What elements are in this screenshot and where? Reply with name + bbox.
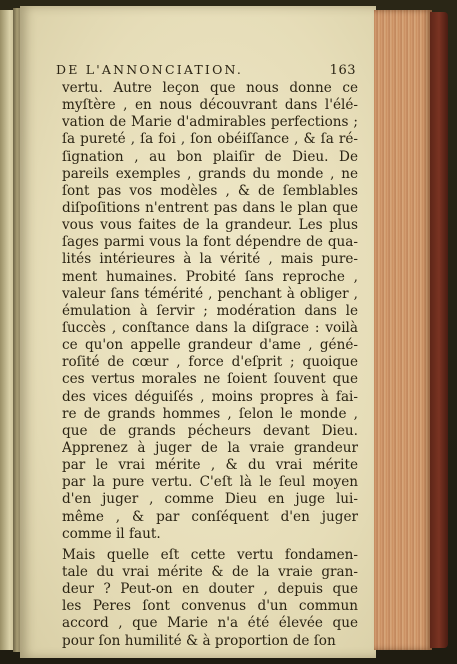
text-line: les Peres ſont convenus d'un commun xyxy=(62,598,358,615)
text-line: comme il faut. xyxy=(62,525,161,542)
text-line: roſité de cœur , force d'eſprit ; quoique xyxy=(62,354,358,371)
text-line: ſages parmi vous la font dépendre de qua- xyxy=(62,234,358,251)
text-line: Mais quelle eſt cette vertu fondamen- xyxy=(62,546,358,563)
running-head: DE L'ANNONCIATION. xyxy=(56,62,244,77)
text-line: ſuccès , conſtance dans la diſgrace : voilà xyxy=(62,319,358,336)
text-line: émulation à ſervir ; modération dans le xyxy=(62,302,358,319)
page-number: 163 xyxy=(329,63,356,78)
text-line: vertu. Autre leçon que nous donne ce xyxy=(62,80,358,96)
text-line: Apprenez à juger de la vraie grandeur xyxy=(62,439,358,456)
text-line: ce qu'on appelle grandeur d'ame , géné- xyxy=(62,337,358,354)
text-line: que de grands pécheurs devant Dieu. xyxy=(62,422,358,439)
text-line: ces vertus morales ne ſoient ſouvent que xyxy=(62,371,358,388)
text-line: deur ? Peut-on en douter , depuis que xyxy=(62,581,358,598)
page-header xyxy=(56,62,356,80)
text-line: re de grands hommes , ſelon le monde , xyxy=(62,405,358,422)
text-line: ſignation , au bon plaiſir de Dieu. De xyxy=(62,148,358,165)
text-line: ſa pureté , ſa foi , ſon obéiſſance , & ſa ré- xyxy=(62,131,358,148)
body-text xyxy=(62,80,358,650)
text-line: diſpoſitions n'entrent pas dans le plan que xyxy=(62,199,358,216)
text-line: valeur ſans témérité , penchant à obliger , xyxy=(62,285,358,302)
paragraph xyxy=(62,80,358,543)
text-line: tale du vrai mérite & de la vraie gran- xyxy=(62,563,358,580)
text-line: d'en juger , comme Dieu en juge lui- xyxy=(62,491,358,508)
text-line: ment humaines. Probité ſans reproche , xyxy=(62,268,358,285)
paragraph xyxy=(62,547,358,650)
page-block-edges xyxy=(374,10,432,650)
text-line: pareils exemples , grands du monde , ne xyxy=(62,165,358,182)
text-line: accord , que Marie n'a été élevée que xyxy=(62,615,358,632)
text-line: des vices déguiſés , moins propres à fai- xyxy=(62,388,358,405)
text-line: myſtère , en nous découvrant dans l'élé- xyxy=(62,97,358,114)
text-line: ſont pas vos modèles , & de ſemblables xyxy=(62,182,358,199)
text-line: par la pure vertu. C'eſt là le ſeul moyen xyxy=(62,474,358,491)
text-line: lités intérieures à la vérité , mais pure- xyxy=(62,251,358,268)
text-line: pour ſon humilité & à proportion de ſon xyxy=(62,632,336,649)
text-line: par le vrai mérite , & du vrai mérite xyxy=(62,457,358,474)
text-line: vous vous faites de la grandeur. Les plus xyxy=(62,217,358,234)
book-cover-edge xyxy=(430,12,448,648)
text-line: vation de Marie d'admirables perfections ; xyxy=(62,114,358,131)
text-line: même , & par conſéquent d'en juger xyxy=(62,508,358,525)
